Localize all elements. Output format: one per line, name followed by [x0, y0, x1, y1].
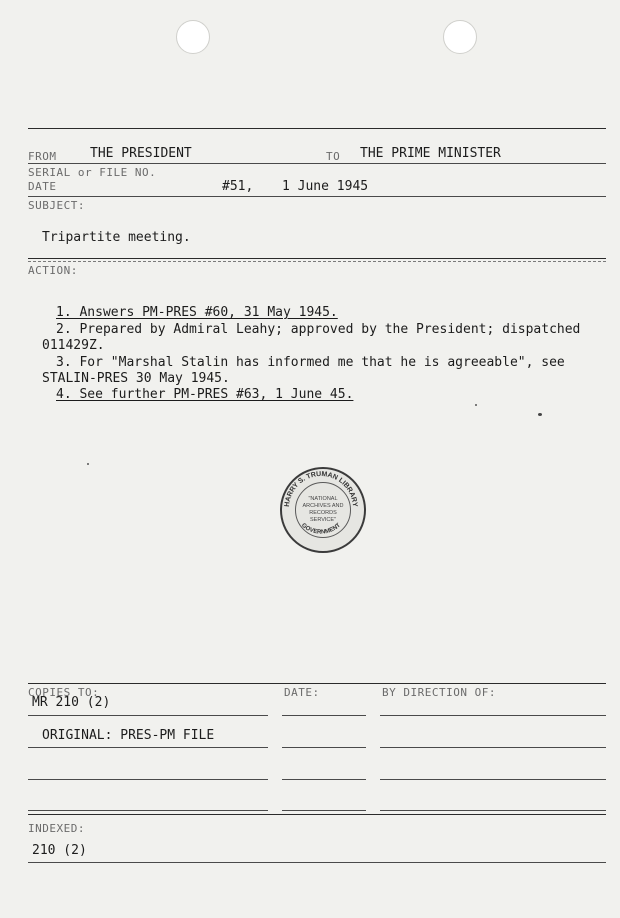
copies-value: MR 210 (2) [32, 695, 111, 710]
action-rule-1 [28, 258, 606, 259]
original-file: ORIGINAL: PRES-PM FILE [42, 728, 215, 743]
from-label: FROM [28, 150, 57, 163]
action-label: ACTION: [28, 264, 78, 277]
footer-top-rule [28, 683, 606, 684]
speck [87, 463, 89, 465]
action-item-3: 3. For "Marshal Stalin has informed me that he is agreeable", see [56, 355, 565, 370]
copies-label: COPIES TO: [28, 686, 100, 699]
svg-text:GOVERNMENT [300, 522, 342, 535]
punch-hole-right [443, 20, 477, 54]
footer-row-2-left [28, 747, 268, 748]
punch-hole-left [176, 20, 210, 54]
footer-row-4-double [28, 814, 606, 815]
footer-row-4-right [380, 810, 606, 811]
speck [475, 404, 477, 406]
footer-row-2-right [380, 747, 606, 748]
stamp-ring-top: HARRY S. TRUMAN LIBRARY [283, 470, 359, 508]
bottom-rule [28, 862, 606, 863]
stamp-line-1: "NATIONAL [308, 496, 338, 502]
stamp-line-4: SERVICE" [310, 517, 336, 523]
to-value: THE PRIME MINISTER [360, 146, 501, 161]
subject-value: Tripartite meeting. [42, 230, 191, 245]
direction-label: BY DIRECTION OF: [382, 686, 496, 699]
footer-date-label: DATE: [284, 686, 320, 699]
stamp-line-2: ARCHIVES AND [302, 503, 344, 509]
action-item-3-cont: STALIN-PRES 30 May 1945. [42, 371, 230, 386]
top-rule [28, 128, 606, 129]
speck [538, 413, 542, 416]
stamp-ring-bottom: GOVERNMENT [300, 522, 342, 536]
to-label: TO [326, 150, 341, 163]
action-item-2-cont: 011429Z. [42, 338, 105, 353]
date-label: DATE [28, 180, 57, 193]
action-item-2: 2. Prepared by Admiral Leahy; approved by the President; dispatched [56, 322, 581, 337]
stamp-ring-text [280, 467, 362, 549]
date-value: 1 June 1945 [282, 179, 369, 194]
from-value: THE PRESIDENT [90, 146, 192, 161]
subject-label: SUBJECT: [28, 199, 85, 212]
action-item-4: 4. See further PM-PRES #63, 1 June 45. [56, 387, 354, 402]
indexed-value: 210 (2) [32, 843, 87, 858]
svg-text:HARRY S. TRUMAN LIBRARY [284, 471, 358, 508]
indexed-label: INDEXED: [28, 822, 85, 835]
date-rule [28, 196, 606, 197]
footer-row-4-left [28, 810, 268, 811]
footer-row-4-mid [282, 810, 366, 811]
footer-row-1-mid [282, 715, 366, 716]
footer-row-3-left [28, 779, 268, 780]
footer-row-3-mid [282, 779, 366, 780]
action-rule-2 [28, 261, 606, 262]
footer-row-1-right [380, 715, 606, 716]
footer-row-1-left [28, 715, 268, 716]
serial-value: #51, [222, 179, 254, 194]
serial-label: SERIAL or FILE NO. [28, 166, 157, 179]
action-item-1: 1. Answers PM-PRES #60, 31 May 1945. [56, 305, 338, 320]
footer-row-2-mid [282, 747, 366, 748]
stamp-line-3: RECORDS [309, 510, 337, 516]
footer-row-3-right [380, 779, 606, 780]
from-rule [28, 163, 606, 164]
